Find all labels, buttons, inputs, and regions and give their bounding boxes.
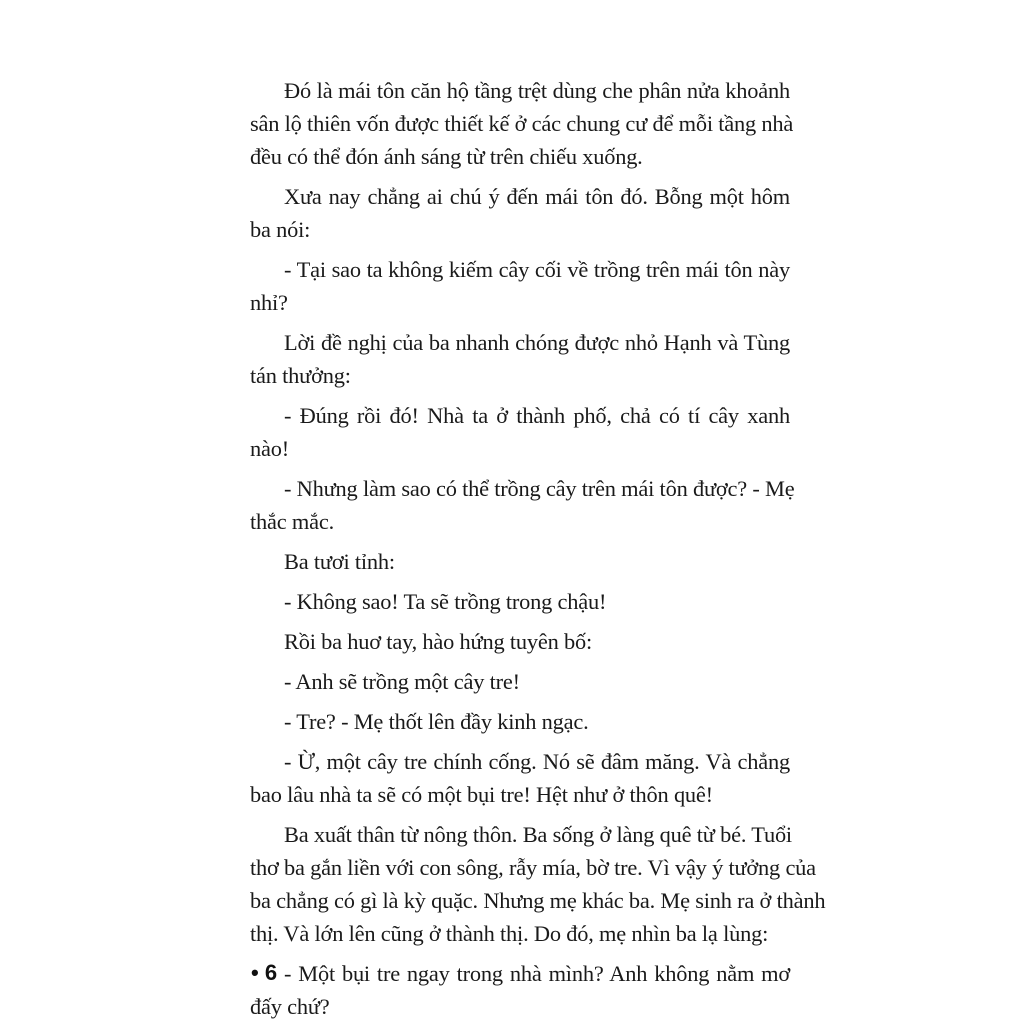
text-line: nhỉ? bbox=[250, 290, 288, 315]
text-line: Ba xuất thân từ nông thôn. Ba sống ở làng quê từ bé. Tuổi bbox=[284, 822, 792, 847]
text-line: nào! bbox=[250, 436, 289, 461]
paragraph bbox=[250, 585, 790, 618]
paragraph bbox=[250, 545, 790, 578]
paragraph bbox=[250, 625, 790, 658]
page-number: • 6 bbox=[251, 960, 278, 985]
text-line: - Đúng rồi đó! Nhà ta ở thành phố, chả có tí cây xanh bbox=[284, 403, 790, 428]
text-line: Xưa nay chẳng ai chú ý đến mái tôn đó. Bỗng một hôm bbox=[284, 184, 790, 209]
paragraph bbox=[250, 253, 790, 319]
text-line: Đó là mái tôn căn hộ tầng trệt dùng che phân nửa khoảnh bbox=[284, 78, 790, 103]
text-line: tán thưởng: bbox=[250, 363, 351, 388]
text-line: - Ừ, một cây tre chính cống. Nó sẽ đâm măng. Và chẳng bbox=[284, 749, 790, 774]
text-line: thắc mắc. bbox=[250, 509, 334, 534]
text-line: đều có thể đón ánh sáng từ trên chiếu xuống. bbox=[250, 144, 643, 169]
paragraph bbox=[250, 472, 795, 538]
text-line: - Tre? - Mẹ thốt lên đầy kinh ngạc. bbox=[284, 709, 589, 734]
paragraph bbox=[250, 180, 790, 246]
text-line: - Nhưng làm sao có thể trồng cây trên mái tôn được? - Mẹ bbox=[284, 476, 795, 501]
text-line: Ba tươi tỉnh: bbox=[284, 549, 395, 574]
text-line: bao lâu nhà ta sẽ có một bụi tre! Hệt như ở thôn quê! bbox=[250, 782, 713, 807]
paragraph bbox=[250, 705, 790, 738]
text-line: Rồi ba huơ tay, hào hứng tuyên bố: bbox=[284, 629, 593, 654]
paragraph bbox=[250, 665, 790, 698]
text-line: Lời đề nghị của ba nhanh chóng được nhỏ Hạnh và Tùng bbox=[284, 330, 790, 355]
text-line: sân lộ thiên vốn được thiết kế ở các chung cư để mỗi tầng nhà bbox=[250, 111, 794, 136]
text-line: thị. Và lớn lên cũng ở thành thị. Do đó, mẹ nhìn ba lạ lùng: bbox=[250, 921, 769, 946]
text-line: ba chẳng có gì là kỳ quặc. Nhưng mẹ khác ba. Mẹ sinh ra ở thành bbox=[250, 888, 826, 913]
text-line: - Không sao! Ta sẽ trồng trong chậu! bbox=[284, 589, 607, 614]
text-line: - Một bụi tre ngay trong nhà mình? Anh không nằm mơ bbox=[284, 961, 790, 986]
paragraph bbox=[250, 399, 790, 465]
text-line: - Anh sẽ trồng một cây tre! bbox=[284, 669, 520, 694]
paragraph bbox=[250, 818, 826, 950]
text-line: đấy chứ? bbox=[250, 994, 330, 1019]
paragraph bbox=[250, 745, 790, 811]
text-line: - Tại sao ta không kiếm cây cối về trồng trên mái tôn này bbox=[284, 257, 790, 282]
paragraph bbox=[250, 74, 794, 173]
paragraph bbox=[250, 326, 790, 392]
text-line: ba nói: bbox=[250, 217, 311, 242]
body-text bbox=[250, 74, 826, 1024]
text-line: thơ ba gắn liền với con sông, rẫy mía, bờ tre. Vì vậy ý tưởng của bbox=[250, 855, 816, 880]
paragraph bbox=[250, 957, 790, 1023]
